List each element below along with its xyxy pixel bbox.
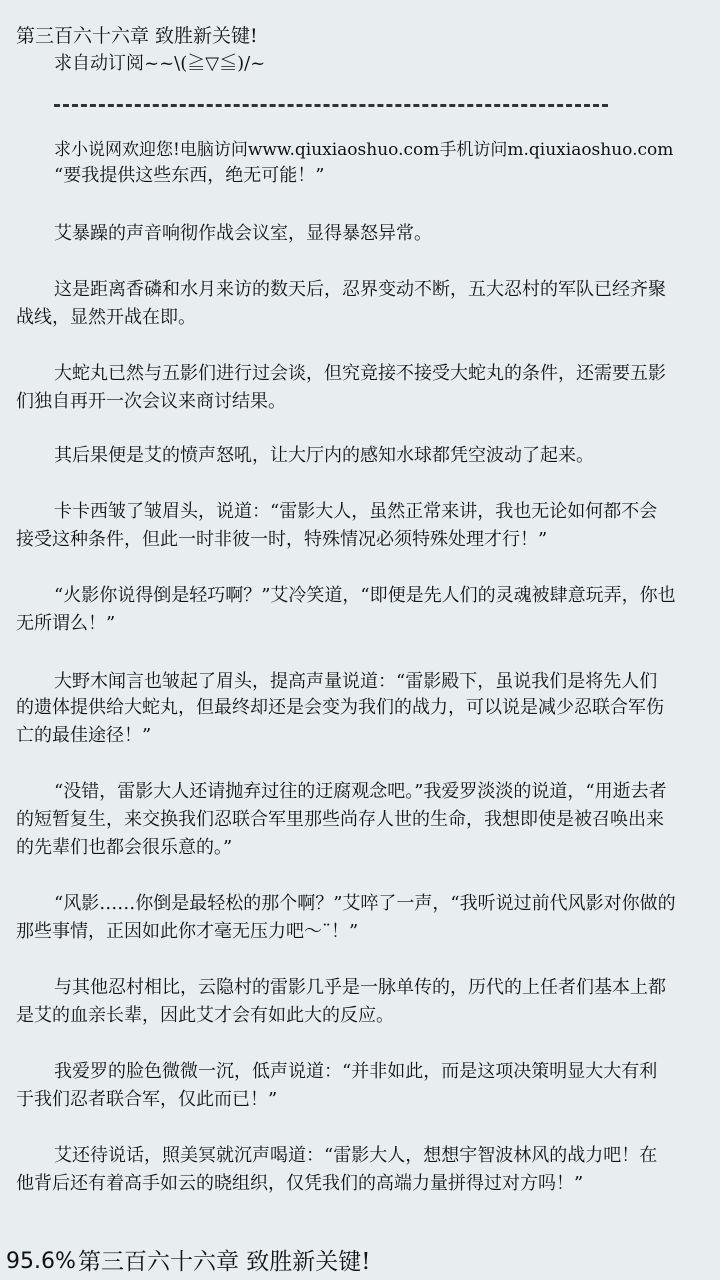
text-line: 我爱罗的脸色微微一沉，低声说道：“并非如此，而是这项决策明显大大有利	[54, 1061, 658, 1082]
site-notice: 求小说网欢迎您!电脑访问www.qiuxiaoshuo.com手机访问m.qiuxiaoshuo.com	[54, 140, 674, 160]
text-line: 是艾的血亲长辈，因此艾才会有如此大的反应。	[16, 1005, 394, 1026]
text-line: 这是距离香磷和水月来访的数天后，忍界变动不断，五大忍村的军队已经齐聚	[54, 279, 666, 300]
reading-progress: 95.6%	[6, 1249, 76, 1274]
text-line: 亡的最佳途径！”	[16, 725, 152, 746]
reader-footer	[0, 1240, 720, 1280]
text-line: 其后果便是艾的愤声怒吼，让大厅内的感知水球都凭空波动了起来。	[54, 445, 594, 466]
text-line: 他背后还有着高手如云的晓组织，仅凭我们的高端力量拼得过对方吗！”	[16, 1173, 584, 1194]
footer-chapter-title: 第三百六十六章 致胜新关键!	[78, 1249, 371, 1275]
text-line: 大蛇丸已然与五影们进行过会谈，但究竟接不接受大蛇丸的条件，还需要五影	[54, 363, 666, 384]
text-line: “风影……你倒是最轻松的那个啊？”艾啐了一声，“我听说过前代风影对你做的	[54, 893, 676, 914]
text-line: 无所谓么！”	[16, 613, 116, 634]
text-line: 战线，显然开战在即。	[16, 307, 196, 328]
text-line: “没错，雷影大人还请抛弃过往的迂腐观念吧。”我爱罗淡淡的说道，“用逝去者	[54, 781, 667, 802]
text-line: 于我们忍者联合军，仅此而已！”	[16, 1089, 278, 1110]
text-line: 那些事情，正因如此你才毫无压力吧～¨！”	[16, 921, 359, 942]
text-line: 接受这种条件，但此一时非彼一时，特殊情况必须特殊处理才行！”	[16, 529, 548, 550]
text-line: 卡卡西皱了皱眉头，说道：“雷影大人，虽然正常来讲，我也无论如何都不会	[54, 501, 658, 522]
text-line: 大野木闻言也皱起了眉头，提高声量说道：“雷影殿下，虽说我们是将先人们	[54, 671, 658, 692]
text-line: 与其他忍村相比，云隐村的雷影几乎是一脉单传的，历代的上任者们基本上都	[54, 977, 666, 998]
text-line: 艾还待说话，照美冥就沉声喝道：“雷影大人，想想宇智波林风的战力吧！在	[54, 1145, 658, 1166]
text-line: 艾暴躁的声音响彻作战会议室，显得暴怒异常。	[54, 223, 432, 244]
chapter-title: 第三百六十六章 致胜新关键!	[16, 25, 258, 47]
text-line: 的短暂复生，来交换我们忍联合军里那些尚存人世的生命，我想即使是被召唤出来	[16, 809, 664, 830]
text-line: “要我提供这些东西，绝无可能！”	[54, 165, 325, 186]
text-line: “火影你说得倒是轻巧啊？”艾冷笑道，“即便是先人们的灵魂被肆意玩弄，你也	[54, 585, 676, 606]
text-line: 的遗体提供给大蛇丸，但最终却还是会变为我们的战力，可以说是减少忍联合军伤	[16, 697, 664, 718]
dashed-divider	[54, 104, 608, 107]
text-line: 的先辈们也都会很乐意的。”	[16, 837, 233, 858]
text-line: 们独自再开一次会议来商讨结果。	[16, 391, 286, 412]
subscribe-request: 求自动订阅~~\(≧▽≦)/~	[54, 53, 266, 74]
